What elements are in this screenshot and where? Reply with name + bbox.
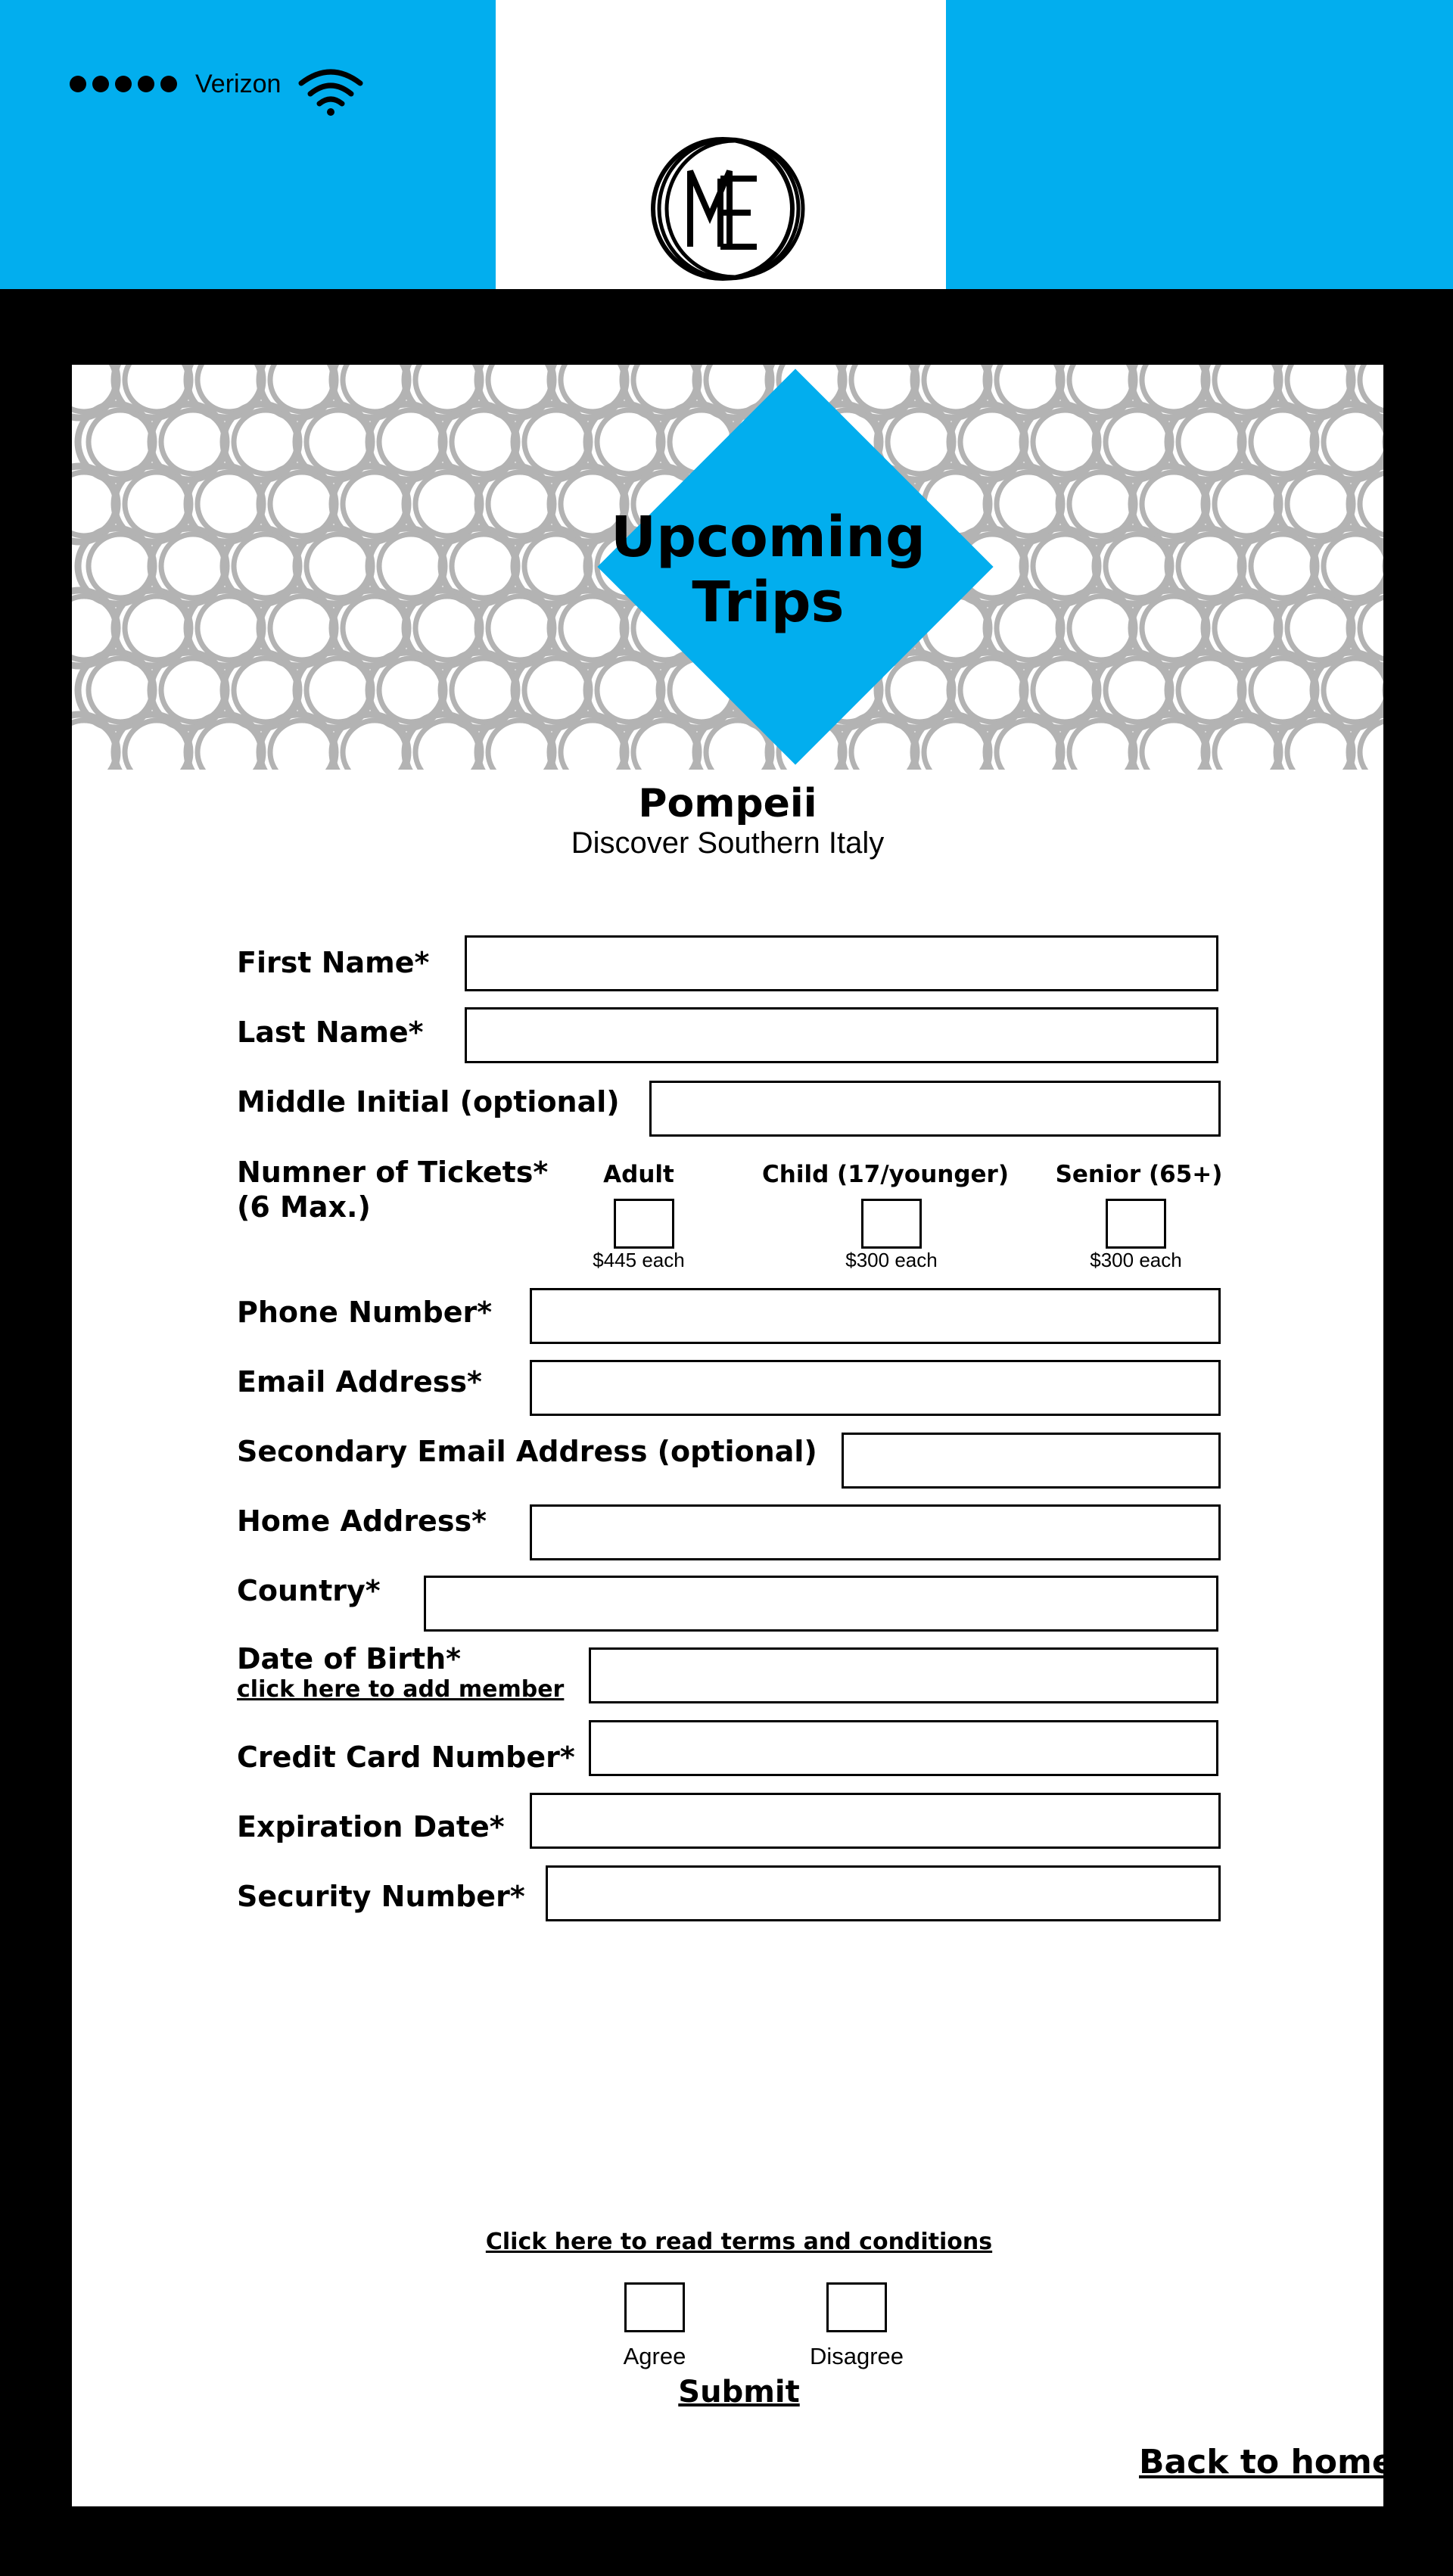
- signal-dots-icon: [70, 76, 177, 92]
- secondary-email-field[interactable]: [842, 1433, 1221, 1489]
- wifi-icon: [298, 67, 363, 117]
- pattern-circle: [1360, 596, 1383, 660]
- terms-row: [72, 2229, 1383, 2255]
- pattern-circle: [125, 720, 188, 770]
- first-name-field[interactable]: [465, 935, 1218, 991]
- last-name-label: Last Name*: [237, 1016, 424, 1049]
- security-field[interactable]: [546, 1865, 1221, 1921]
- pattern-circle: [1287, 720, 1351, 770]
- agree-checkbox[interactable]: [624, 2282, 685, 2332]
- carrier-label: Verizon: [195, 70, 282, 98]
- ticket-senior-input[interactable]: [1106, 1199, 1166, 1249]
- dob-label: Date of Birth*: [237, 1642, 462, 1675]
- disagree-label: Disagree: [809, 2343, 904, 2369]
- country-label: Country*: [237, 1574, 381, 1607]
- first-name-label: First Name*: [237, 946, 430, 979]
- last-name-field[interactable]: [465, 1007, 1218, 1063]
- secondary-email-label: Secondary Email Address (optional): [237, 1435, 817, 1468]
- brand-logo-icon: [651, 133, 810, 285]
- hero-banner: [72, 365, 1383, 770]
- pattern-circle: [997, 720, 1060, 770]
- dob-field[interactable]: [589, 1647, 1218, 1703]
- ticket-child-price: $300 each: [845, 1249, 938, 1271]
- pattern-circle: [851, 720, 915, 770]
- logo-area: [496, 0, 946, 289]
- ticket-adult-input[interactable]: [614, 1199, 674, 1249]
- ticket-senior-label: Senior (65+): [1055, 1161, 1223, 1188]
- email-field[interactable]: [530, 1360, 1221, 1416]
- pattern-circle: [488, 720, 552, 770]
- home-address-label: Home Address*: [237, 1504, 487, 1538]
- ticket-senior-price: $300 each: [1090, 1249, 1182, 1271]
- hero-title-line2: Trips: [692, 570, 845, 635]
- pattern-circle: [1324, 410, 1383, 474]
- middle-initial-label: Middle Initial (optional): [237, 1085, 620, 1118]
- expiration-field[interactable]: [530, 1793, 1221, 1849]
- pattern-circle: [270, 720, 334, 770]
- credit-card-field[interactable]: [589, 1720, 1218, 1776]
- pattern-circle: [343, 720, 406, 770]
- pattern-circle: [1360, 472, 1383, 536]
- pattern-circle: [1215, 720, 1278, 770]
- agree-label: Agree: [623, 2343, 686, 2369]
- pattern-circle: [633, 720, 697, 770]
- ticket-adult-price: $445 each: [593, 1249, 685, 1271]
- tickets-label-line2: (6 Max.): [237, 1190, 371, 1224]
- ticket-child-input[interactable]: [861, 1199, 922, 1249]
- trip-subtitle: Discover Southern Italy: [571, 826, 885, 860]
- pattern-circle: [561, 720, 624, 770]
- tickets-label-line1: Numner of Tickets*: [237, 1156, 549, 1189]
- email-label: Email Address*: [237, 1365, 482, 1398]
- status-bar-left: [0, 0, 496, 289]
- submit-button[interactable]: Submit: [678, 2375, 800, 2410]
- booking-panel: [72, 365, 1395, 2506]
- submit-row: [72, 2375, 1383, 2410]
- security-label: Security Number*: [237, 1880, 525, 1913]
- status-bar-right: [946, 0, 1453, 289]
- phone-field[interactable]: [530, 1288, 1221, 1344]
- hero-title: [541, 505, 995, 635]
- terms-link[interactable]: Click here to read terms and conditions: [485, 2229, 993, 2255]
- pattern-circle: [415, 720, 479, 770]
- phone-label: Phone Number*: [237, 1296, 493, 1329]
- home-address-field[interactable]: [530, 1504, 1221, 1560]
- ticket-child-label: Child (17/younger): [762, 1161, 1009, 1188]
- tickets-label: [237, 1155, 548, 1224]
- back-to-home-link[interactable]: Back to home: [1139, 2443, 1395, 2481]
- credit-card-label: Credit Card Number*: [237, 1741, 575, 1774]
- pattern-circle: [198, 720, 261, 770]
- add-member-link[interactable]: click here to add member: [237, 1676, 565, 1703]
- middle-initial-field[interactable]: [649, 1081, 1221, 1137]
- pattern-circle: [1069, 720, 1133, 770]
- pattern-circle: [924, 720, 988, 770]
- pattern-circle: [1324, 534, 1383, 598]
- ticket-adult-label: Adult: [603, 1161, 674, 1188]
- trip-title: Pompeii: [638, 781, 817, 826]
- country-field[interactable]: [424, 1576, 1218, 1632]
- hero-title-line1: Upcoming: [611, 505, 926, 570]
- pattern-circle: [1142, 720, 1206, 770]
- expiration-label: Expiration Date*: [237, 1810, 505, 1843]
- pattern-circle: [1324, 658, 1383, 722]
- disagree-checkbox[interactable]: [826, 2282, 887, 2332]
